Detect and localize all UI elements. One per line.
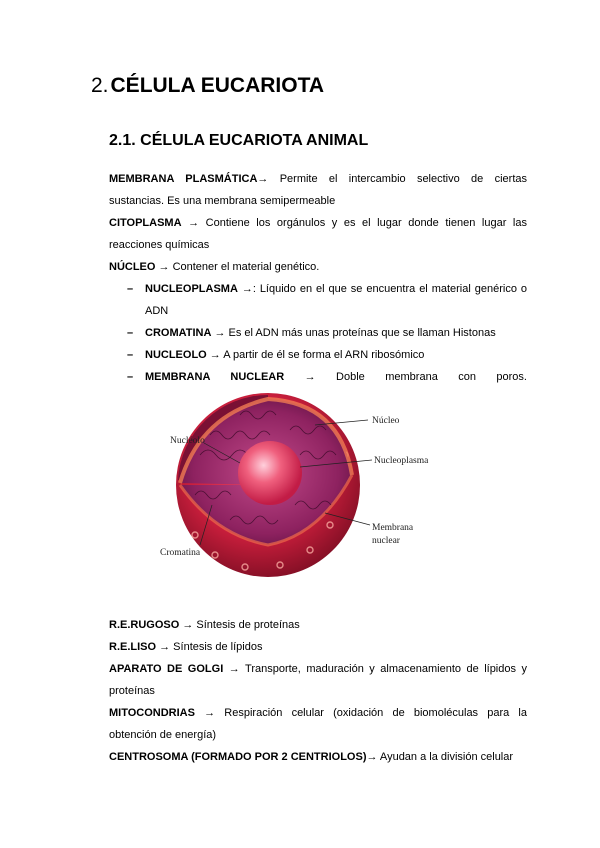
nucleolus xyxy=(238,441,302,505)
list-dash: – xyxy=(127,283,134,295)
golgi-line1: APARATO DE GOLGI → Transporte, maduración y almacenamiento de lípidos y xyxy=(109,663,527,675)
arrow-icon: → xyxy=(228,663,240,675)
arrow-icon: → xyxy=(366,751,378,763)
arrow-icon: → xyxy=(214,327,226,339)
membrana-plasmatica-line1: MEMBRANA PLASMÁTICA→ Permite el intercambio selectivo de ciertas xyxy=(109,173,527,185)
membrana-plasmatica-line2: sustancias. Es una membrana semipermeable xyxy=(109,195,336,207)
subsection-heading: 2.1. CÉLULA EUCARIOTA ANIMAL xyxy=(109,132,369,149)
nucleoplasma-line1: NUCLEOPLASMA →: Líquido en el que se encuentra el material genérico o xyxy=(145,283,527,295)
re-liso-line: R.E.LISO → Síntesis de lípidos xyxy=(109,641,263,653)
arrow-icon: → xyxy=(257,173,269,185)
label-nuclear: nuclear xyxy=(372,536,400,546)
nucleus-illustration xyxy=(140,385,470,590)
label-nucleo: Núcleo xyxy=(372,416,400,426)
label-cromatina: Cromatina xyxy=(160,548,201,558)
nucleolo-line: NUCLEOLO → A partir de él se forma el ARN ribosómico xyxy=(145,349,425,361)
nucleo-line: NÚCLEO → Contener el material genético. xyxy=(109,261,320,273)
membrana-nuclear-line: MEMBRANA NUCLEAR → Doble membrana con poros. xyxy=(145,371,527,383)
arrow-icon: → xyxy=(204,707,216,719)
arrow-icon: → xyxy=(241,283,253,295)
arrow-icon: → xyxy=(159,641,171,653)
re-rugoso-line: R.E.RUGOSO → Síntesis de proteínas xyxy=(109,619,300,631)
arrow-icon: → xyxy=(188,217,200,229)
arrow-icon: → xyxy=(158,261,170,273)
label-membrana: Membrana xyxy=(372,523,414,533)
golgi-line2: proteínas xyxy=(109,685,155,697)
citoplasma-line1: CITOPLASMA → Contiene los orgánulos y es el lugar donde tienen lugar las xyxy=(109,217,527,229)
citoplasma-line2: reacciones químicas xyxy=(109,239,210,251)
nucleus-diagram xyxy=(140,385,470,590)
arrow-icon: → xyxy=(209,349,221,361)
centrosoma-line: CENTROSOMA (FORMADO POR 2 CENTRIOLOS)→ Ayudan a la división celular xyxy=(109,751,514,763)
list-dash: – xyxy=(127,371,134,383)
mitocondrias-line1: MITOCONDRIAS → Respiración celular (oxidación de biomoléculas para la xyxy=(109,707,527,719)
section-number: 2. xyxy=(91,74,109,97)
section-title: CÉLULA EUCARIOTA xyxy=(110,74,325,97)
arrow-icon: → xyxy=(182,619,194,631)
cromatina-line: CROMATINA → Es el ADN más unas proteínas que se llaman Histonas xyxy=(145,327,496,339)
mitocondrias-line2: obtención de energía) xyxy=(109,729,217,741)
arrow-icon: → xyxy=(304,371,316,383)
section-heading xyxy=(91,72,324,100)
list-dash: – xyxy=(127,327,134,339)
label-nucleolo: Nucléolo xyxy=(170,436,205,446)
label-nucleoplasma: Nucleoplasma xyxy=(374,456,429,466)
nucleoplasma-line2: ADN xyxy=(145,305,169,317)
list-dash: – xyxy=(127,349,134,361)
